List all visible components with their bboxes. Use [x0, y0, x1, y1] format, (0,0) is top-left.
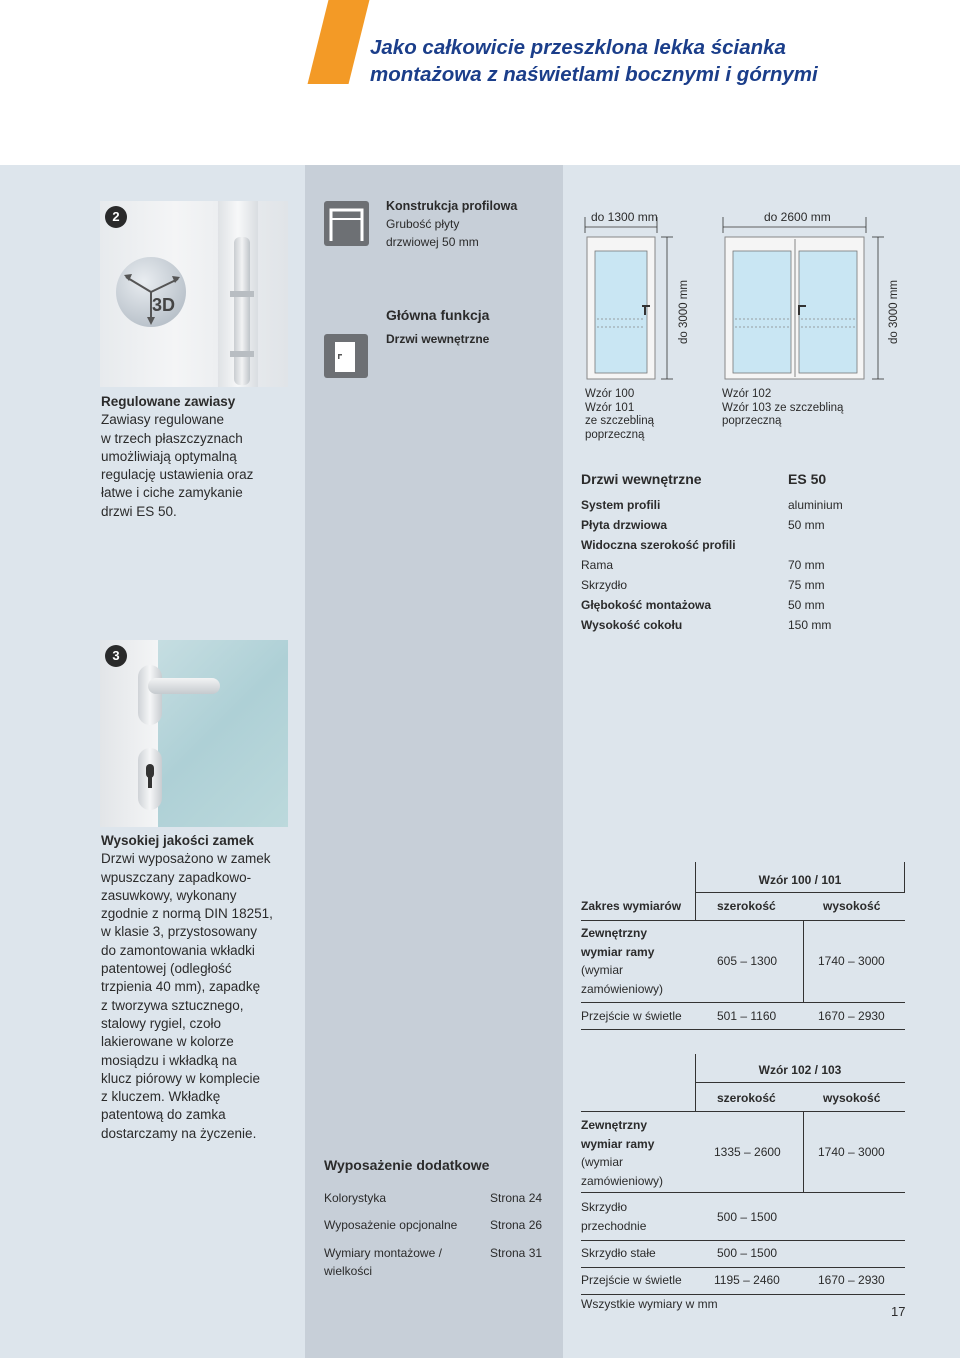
- single-width-label: do 1300 mm: [591, 210, 658, 224]
- cell-value: 500 – 1500: [717, 1210, 778, 1224]
- profile-frame-icon: [324, 201, 369, 246]
- row-label: Przejście w świetle: [581, 1009, 682, 1023]
- single-height-label: do 3000 mm: [678, 280, 690, 344]
- spec-row: Wysokość cokołu 150 mm: [581, 618, 832, 632]
- spec-row: Płyta drzwiowa 50 mm: [581, 518, 825, 532]
- footnote: Wszystkie wymiary w mm: [581, 1297, 718, 1311]
- cell-value: 1335 – 2600: [714, 1145, 781, 1159]
- cell-value: 605 – 1300: [717, 954, 778, 968]
- page-link[interactable]: Strona 31: [490, 1246, 543, 1260]
- specs-table: [581, 495, 911, 635]
- item-number-2: 2: [105, 206, 127, 228]
- row-label: Zewnętrzny wymiar ramy (wymiar zamówieniowy): [581, 926, 664, 996]
- hinge-heading: Regulowane zawiasy: [101, 394, 236, 409]
- construction-heading: Konstrukcja profilowa: [386, 199, 518, 213]
- extras-row: Wymiary montażowe / wielkości Strona 31: [324, 1246, 543, 1278]
- interior-door-icon: [324, 334, 368, 378]
- spec-row: Rama 70 mm: [581, 558, 825, 572]
- row-label: Skrzydło przechodnie: [581, 1200, 647, 1233]
- spec-row: Skrzydło 75 mm: [581, 578, 825, 592]
- double-width-label: do 2600 mm: [764, 210, 831, 224]
- extras-list: [324, 1189, 554, 1280]
- page-number: 17: [891, 1304, 906, 1319]
- cell-value: 1740 – 3000: [818, 954, 885, 968]
- lock-heading: Wysokiej jakości zamek: [101, 833, 254, 848]
- cell-value: 1670 – 2930: [818, 1009, 885, 1023]
- table-title: Wzór 102 / 103: [758, 1063, 842, 1077]
- extras-heading: Wyposażenie dodatkowe: [324, 1157, 490, 1173]
- cell-value: 500 – 1500: [717, 1246, 778, 1260]
- row-label: Zewnętrzny wymiar ramy (wymiar zamówieniowy): [581, 1118, 664, 1188]
- cell-value: 1195 – 2460: [714, 1273, 780, 1287]
- row-label: Przejście w świetle: [581, 1273, 682, 1287]
- hinge-description: Regulowane zawiasy Zawiasy regulowane w trzech płaszczyznach umożliwiają optymalną regulację ustawienia oraz łatwe i ciche zamykanie drzwi ES 50.: [101, 393, 301, 521]
- lock-photo: [100, 640, 288, 827]
- spec-row: Widoczna szerokość profili: [581, 538, 736, 552]
- spec-row: Głębokość montażowa 50 mm: [581, 598, 825, 612]
- cell-value: 1740 – 3000: [818, 1145, 885, 1159]
- double-height-label: do 3000 mm: [888, 280, 900, 344]
- col-height: wysokość: [823, 1091, 881, 1105]
- row-label: Skrzydło stałe: [581, 1246, 656, 1260]
- single-door-diagram: [585, 209, 660, 395]
- cell-value: 1670 – 2930: [818, 1273, 885, 1287]
- single-door-caption: Wzór 100 Wzór 101 ze szczebliną poprzeczną: [585, 388, 655, 441]
- hinge-photo: [100, 201, 288, 387]
- adjust-3d-icon: [116, 257, 186, 327]
- cell-value: 501 – 1160: [717, 1009, 777, 1023]
- page-title: Jako całkowicie przeszklona lekka ścianka montażowa z naświetlami bocznymi i górnymi: [370, 36, 818, 86]
- dimensions-table-102-103: [581, 1054, 905, 1296]
- lock-description: Wysokiej jakości zamek Drzwi wyposażono w zamek wpuszczany zapadkowo- zasuwkowy, wykonany zgodnie z normą DIN 18251, w klasie 3, przystosowany do zamontowania wkładki patentowej (odległość trzpienia 40 mm), zapadkę z tworzywa sztucznego, stalowy rygiel, czoło lakierowane w kolorze mosiądzu i wkładką na klucz piórowy w komplecie z kluczem. Wkładkę patentową do zamka dostarczamy na życzenie.: [101, 832, 301, 1143]
- col-width: szerokość: [717, 1091, 776, 1105]
- construction-info: Konstrukcja profilowa Grubość płyty drzwiowej 50 mm: [386, 197, 556, 251]
- spec-row: System profili aluminium: [581, 498, 843, 512]
- page-link[interactable]: Strona 24: [490, 1191, 543, 1205]
- extras-row: Kolorystyka Strona 24: [324, 1191, 543, 1205]
- badge-3d-text: 3D: [152, 295, 176, 315]
- table-title: Wzór 100 / 101: [758, 873, 842, 887]
- col-height: wysokość: [823, 899, 881, 913]
- double-door-caption: Wzór 102 Wzór 103 ze szczebliną poprzeczną: [722, 388, 844, 427]
- function-value: Drzwi wewnętrzne: [386, 332, 490, 346]
- page-link[interactable]: Strona 26: [490, 1218, 543, 1232]
- double-door-diagram: [723, 209, 893, 395]
- dimensions-table-100-101: [581, 862, 905, 1032]
- specs-heading: Drzwi wewnętrzne: [581, 471, 702, 487]
- specs-heading-value: ES 50: [788, 471, 827, 487]
- range-label: Zakres wymiarów: [581, 899, 682, 913]
- extras-row: Wyposażenie opcjonalne Strona 26: [324, 1218, 543, 1232]
- function-heading: Główna funkcja: [386, 307, 490, 323]
- col-width: szerokość: [717, 899, 776, 913]
- item-number-3: 3: [105, 645, 127, 667]
